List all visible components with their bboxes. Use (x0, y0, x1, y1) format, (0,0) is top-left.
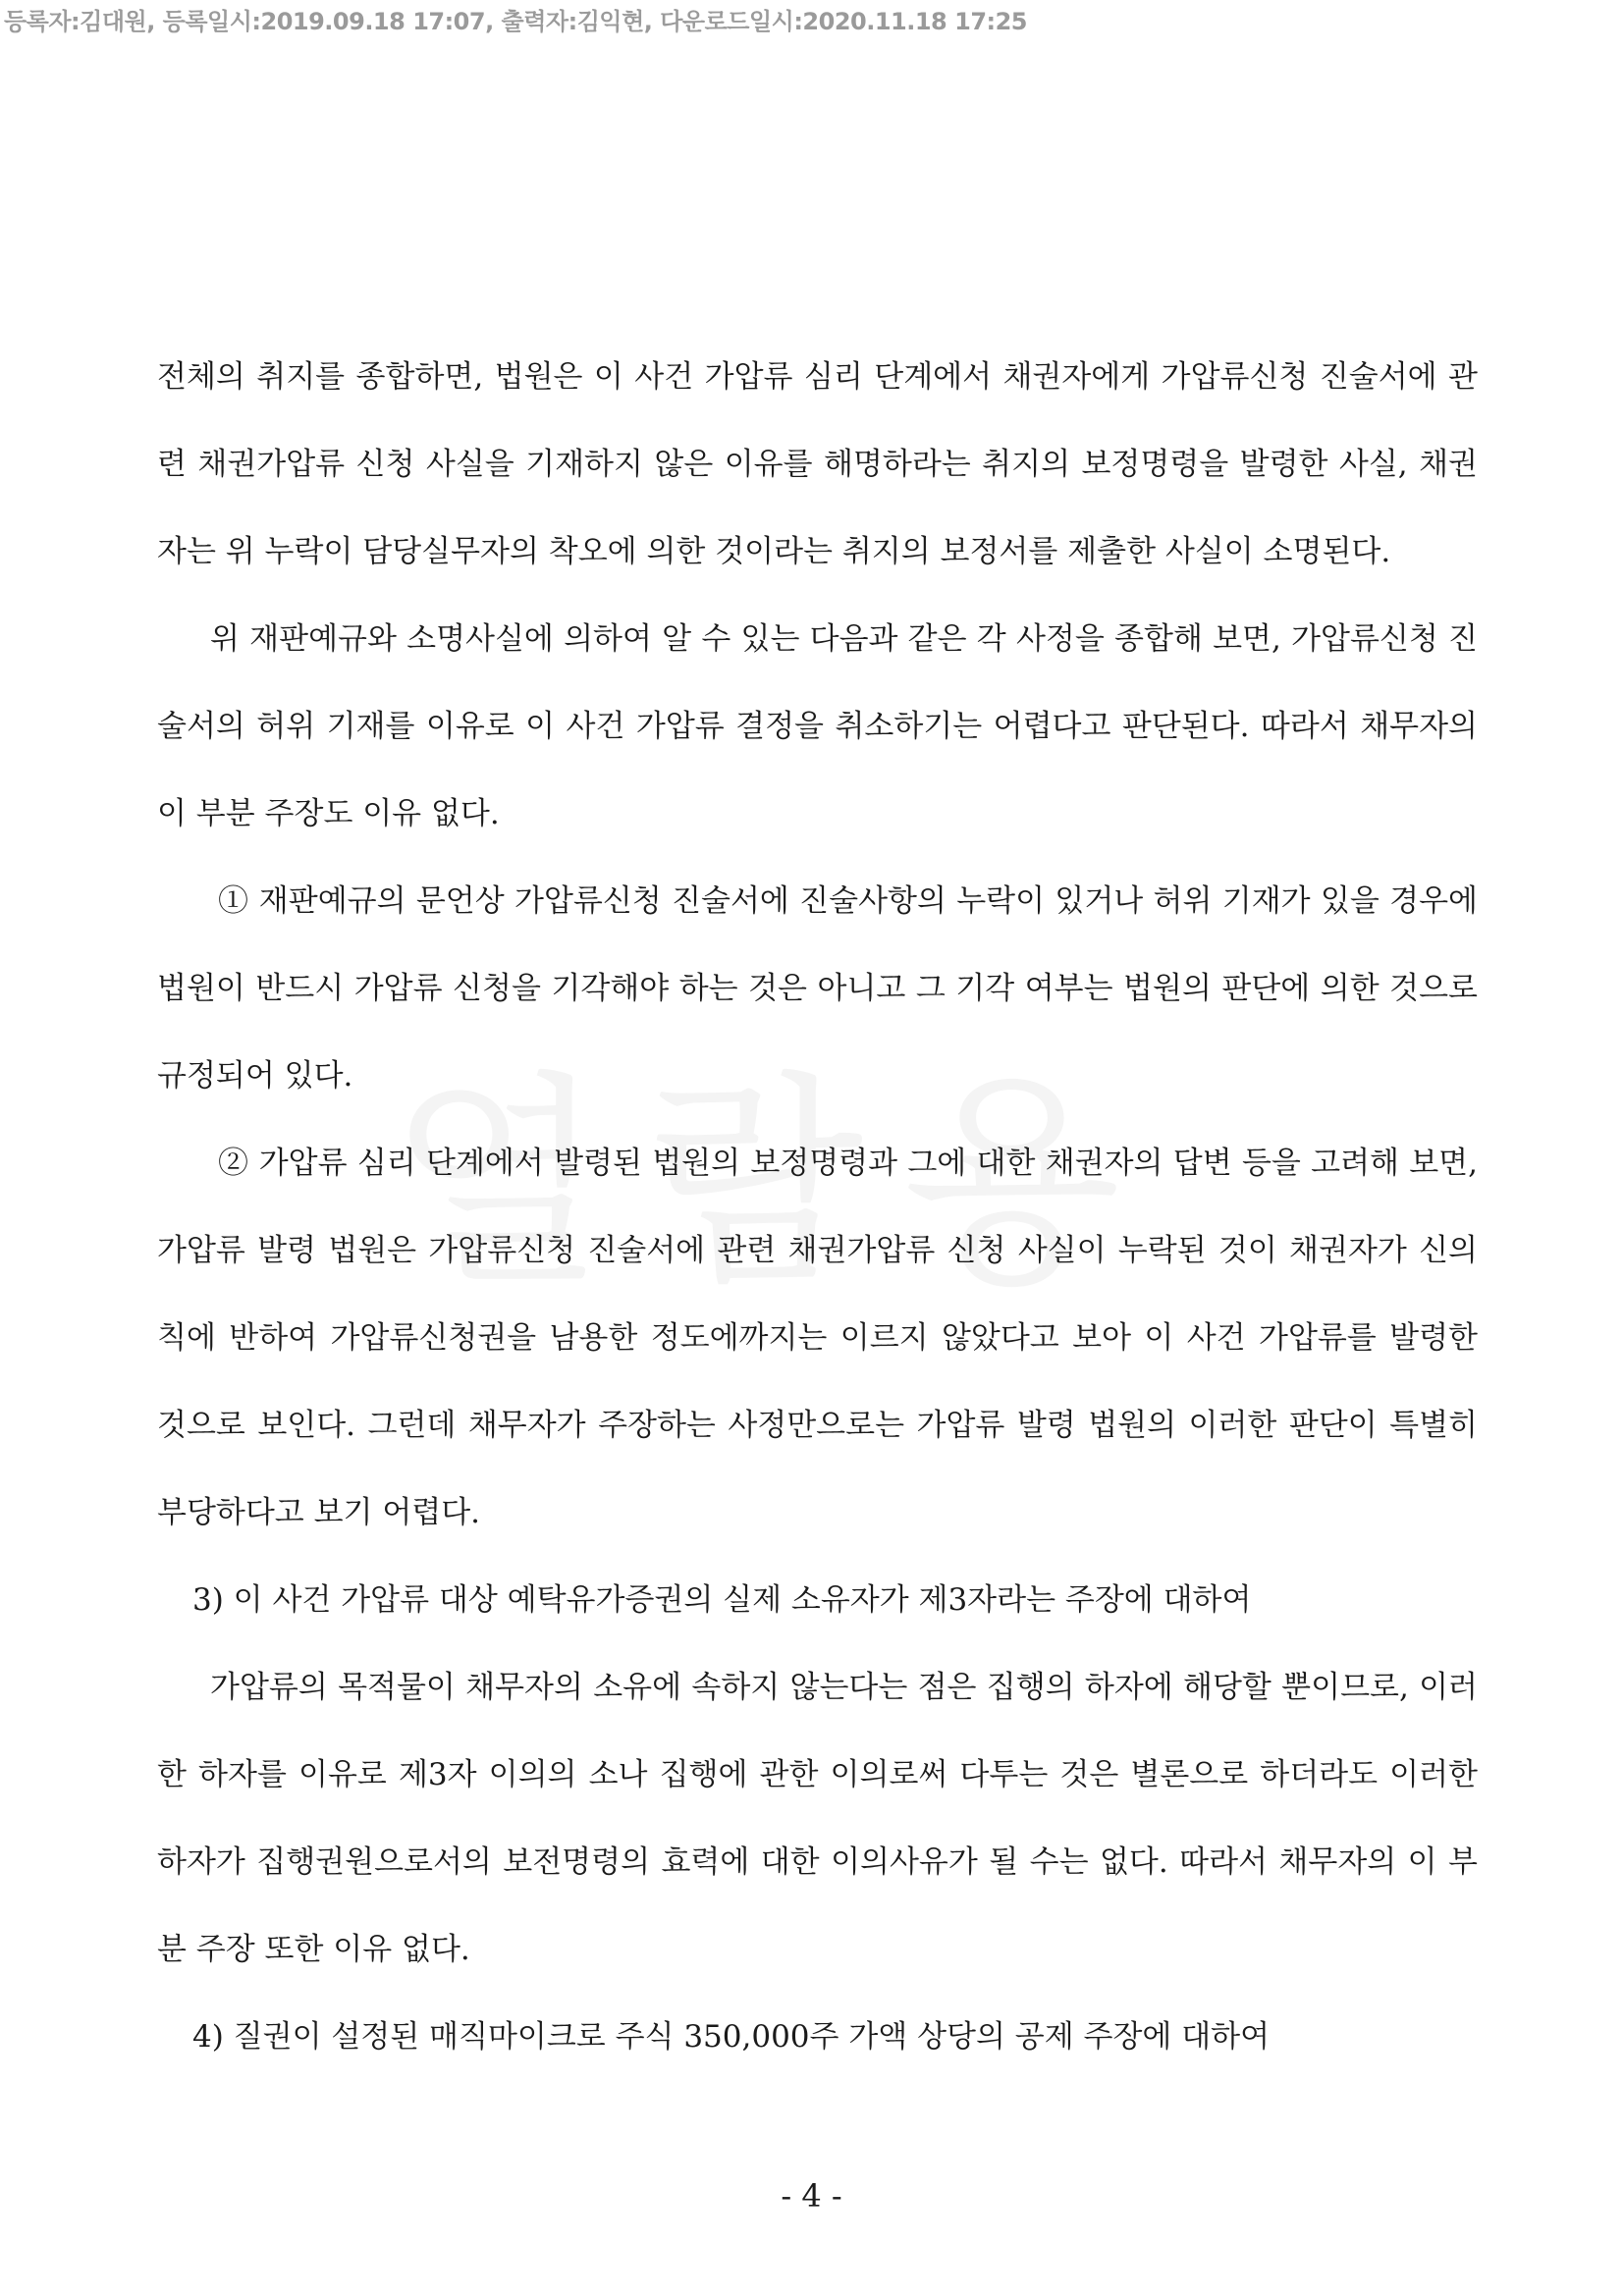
paragraph-4: ② 가압류 심리 단계에서 발령된 법원의 보정명령과 그에 대한 채권자의 답변 등을 고려해 보면, 가압류 발령 법원은 가압류신청 진술서에 관련 채권가압류 신청 사실이 누락된 것이 채권자가 신의칙에 반하여 가압류신청권을 남용한 정도에까지는 이르지 않았다고 보아 이 사건 가압류를 발령한 것으로 보인다. 그런데 채무자가 주장하는 사정만으로는 가압류 발령 법원의 이러한 판단이 특별히 부당하다고 보기 어렵다. (157, 1146, 1478, 1530)
paragraph-1: 전체의 취지를 종합하면, 법원은 이 사건 가압류 심리 단계에서 채권자에게 가압류신청 진술서에 관련 채권가압류 신청 사실을 기재하지 않은 이유를 해명하라는 취지의 보정명령을 발령한 사실, 채권자는 위 누락이 담당실무자의 착오에 의한 것이라는 취지의 보정서를 제출한 사실이 소명된다. (157, 359, 1478, 569)
paragraph-2: 위 재판예규와 소명사실에 의하여 알 수 있는 다음과 같은 각 사정을 종합해 보면, 가압류신청 진술서의 허위 기재를 이유로 이 사건 가압류 결정을 취소하기는 어렵다고 판단된다. 따라서 채무자의 이 부분 주장도 이유 없다. (157, 621, 1478, 831)
document-body (157, 334, 1478, 2081)
download-stamp: 등록자:김대원, 등록일시:2019.09.18 17:07, 출력자:김익현, 다운로드일시:2020.11.18 17:25 (4, 8, 1028, 35)
paragraph-3: ① 재판예규의 문언상 가압류신청 진술서에 진술사항의 누락이 있거나 허위 기재가 있을 경우에 법원이 반드시 가압류 신청을 기각해야 하는 것은 아니고 그 기각 여부는 법원의 판단에 의한 것으로 규정되어 있다. (157, 883, 1478, 1094)
paragraph-5: 가압류의 목적물이 채무자의 소유에 속하지 않는다는 점은 집행의 하자에 해당할 뿐이므로, 이러한 하자를 이유로 제3자 이의의 소나 집행에 관한 이의로써 다투는 것은 별론으로 하더라도 이러한 하자가 집행권원으로서의 보전명령의 효력에 대한 이의사유가 될 수는 없다. 따라서 채무자의 이 부분 주장 또한 이유 없다. (157, 1670, 1478, 1967)
section-heading-4: 4) 질권이 설정된 매직마이크로 주식 350,000주 가액 상당의 공제 주장에 대하여 (192, 2019, 1271, 2055)
page-number: - 4 - (781, 2177, 842, 2215)
section-heading-3: 3) 이 사건 가압류 대상 예탁유가증권의 실제 소유자가 제3자라는 주장에 대하여 (192, 1582, 1252, 1618)
